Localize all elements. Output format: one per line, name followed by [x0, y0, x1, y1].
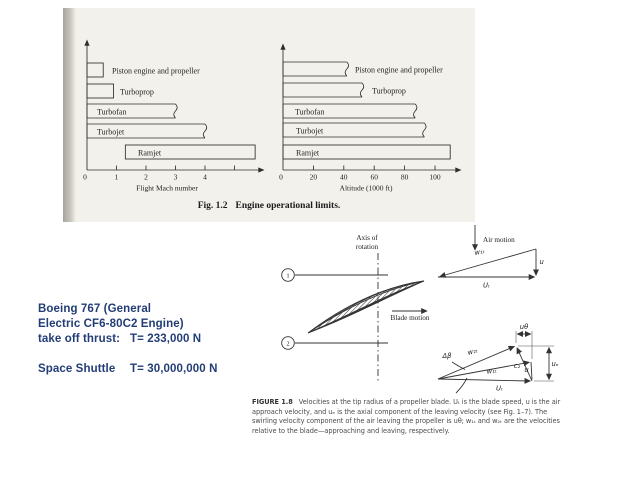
fig-1-8-caption-line [252, 398, 616, 408]
x-axis-arrow [455, 167, 461, 172]
bar-label: Turbofan [295, 107, 325, 117]
fig-1-8-caption-line: relative to the blade—approaching and leaving, respectively. [252, 426, 450, 435]
w1t-label: w₁ₜ [486, 366, 498, 376]
bar-label: Piston engine and propeller [355, 65, 443, 75]
x-tick-label: 40 [340, 172, 348, 182]
x-tick-label: 0 [279, 172, 283, 182]
x-tick-label: 60 [370, 172, 378, 182]
bar-open-end [345, 62, 348, 76]
takeoff-thrust-value: T= 233,000 N [130, 333, 202, 345]
fig-1-8-caption-number: FIGURE 1.8 [252, 398, 293, 406]
x-tick-label: 2 [144, 172, 148, 182]
shuttle-thrust-value: T= 30,000,000 N [130, 363, 218, 375]
bar-outline [87, 84, 114, 98]
air-motion-label: Air motion [483, 236, 515, 244]
x-tick-label: 20 [309, 172, 318, 182]
fig-1-2-caption-text: Engine operational limits. [235, 201, 341, 211]
bar-label: Turbojet [97, 127, 125, 137]
u-segment [531, 362, 532, 380]
x-axis-title: Flight Mach number [136, 183, 198, 193]
x-tick-label: 0 [83, 172, 87, 182]
bar-label: Turbojet [296, 126, 324, 136]
fig-1-8-caption-line: approach velocity, and uₑ is the axial component of the leaving velocity (see Fig. 1–7). The [252, 407, 548, 416]
thrust-note-row [38, 362, 218, 377]
axis-of-rotation-label: Axis of [356, 234, 378, 242]
u-label: u [539, 258, 544, 266]
u-label: u [524, 366, 529, 374]
bar-label: Turbofan [97, 107, 127, 117]
bar-label: Ramjet [138, 148, 162, 158]
thrust-note-line: Electric CF6-80C2 Engine) [38, 318, 184, 330]
delta-beta-arc [452, 362, 465, 370]
bar-open-end [414, 104, 417, 118]
blade-motion-label: Blade motion [390, 314, 430, 322]
y-axis-arrow [84, 40, 89, 46]
blade-speed-vector [438, 379, 530, 381]
fig-1-8-caption-line: swirling velocity component of the air leaving the propeller is uθ; w₁ₜ and w₂ₜ are the velocities [252, 417, 560, 426]
bar-outline [283, 62, 347, 76]
propeller-velocity-diagram [240, 215, 620, 400]
bar-open-end [423, 123, 426, 137]
thrust-note-line: Boeing 767 (General [38, 303, 152, 315]
fig-1-8-caption-text: Velocities at the tip radius of a propeller blade. Uₜ is the blade speed, u is the air [298, 398, 561, 406]
takeoff-thrust-label: take off thrust: [38, 333, 121, 345]
thrust-notes [38, 302, 218, 377]
x-tick-label: 3 [173, 172, 178, 182]
Ut-label: Uₜ [483, 281, 490, 290]
utheta-label: uθ [519, 323, 529, 331]
x-tick-label: 4 [203, 172, 207, 182]
bar-label: Turboprop [120, 87, 154, 97]
thrust-note-row [38, 332, 218, 347]
delta-beta-label: Δβ [442, 352, 452, 360]
bar-label: Ramjet [296, 148, 320, 158]
x-axis-title: Altitude (1000 ft) [339, 183, 393, 193]
w2t-label: w₂ₜ [466, 346, 479, 357]
station-2-number: 2 [286, 340, 290, 348]
fig-1-2-scan [63, 8, 475, 222]
y-axis-arrow [280, 44, 285, 50]
w1t-label: w₁ₜ [473, 246, 486, 258]
bar-outline [283, 83, 362, 97]
mach-number-chart [83, 40, 264, 193]
station-1-number: 1 [286, 272, 290, 280]
x-tick-label: 80 [400, 172, 409, 182]
x-axis-arrow [258, 167, 264, 172]
w1t-vector [440, 246, 536, 277]
angle-arc [456, 378, 467, 393]
Ut-label: Uₜ [496, 384, 503, 393]
x-tick-label: 100 [429, 172, 441, 182]
bar-label: Piston engine and propeller [112, 66, 200, 76]
c2-label: c₂ [513, 362, 521, 370]
fig-1-2-caption [63, 201, 475, 211]
ue-label: uₑ [551, 360, 559, 368]
bar-label: Turboprop [372, 86, 406, 96]
bar-open-end [174, 104, 177, 118]
altitude-chart [279, 44, 461, 193]
engine-limits-charts [63, 8, 475, 222]
fig-1-2-caption-number: Fig. 1.2 [197, 201, 228, 211]
bar-open-end [360, 83, 363, 97]
bar-open-end [203, 124, 206, 138]
fig-1-8-caption [252, 398, 616, 436]
axis-of-rotation-label: rotation [355, 243, 379, 251]
x-tick-label: 1 [114, 172, 119, 182]
shuttle-thrust-label: Space Shuttle [38, 363, 116, 375]
bar-outline [87, 63, 103, 77]
